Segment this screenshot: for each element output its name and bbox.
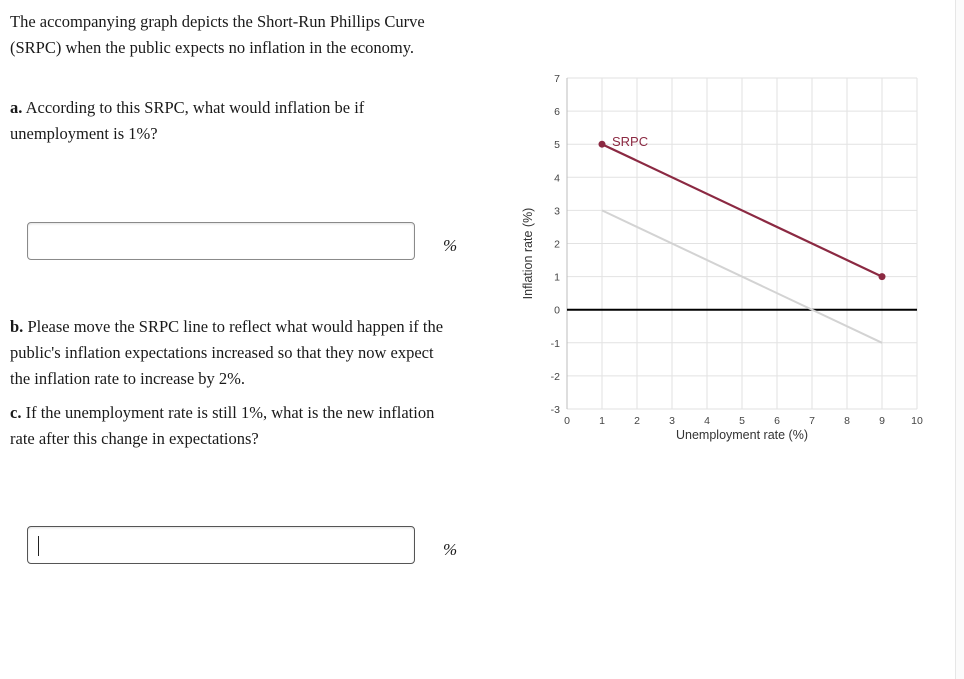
x-tick-label: 5 xyxy=(739,415,745,427)
y-tick-label: 2 xyxy=(554,238,560,251)
answer-c-input[interactable] xyxy=(27,526,415,564)
y-tick-label: 4 xyxy=(554,172,560,185)
x-tick-label: 3 xyxy=(669,415,675,427)
question-c xyxy=(10,400,450,452)
x-tick-label: 8 xyxy=(844,415,850,427)
x-tick-label: 7 xyxy=(809,415,815,427)
question-c-text: If the unemployment rate is still 1%, what is the new inflation rate after this change in expectations? xyxy=(10,403,435,448)
x-tick-label: 1 xyxy=(599,415,605,427)
x-tick-label: 9 xyxy=(879,415,885,427)
question-a-label: a. xyxy=(10,98,23,117)
y-tick-label: 3 xyxy=(554,205,560,218)
answer-a-input[interactable] xyxy=(27,222,415,260)
x-axis-title: Unemployment rate (%) xyxy=(676,428,808,442)
answer-a-unit: % xyxy=(443,236,458,255)
question-c-label: c. xyxy=(10,403,22,422)
y-tick-label: 1 xyxy=(554,271,560,284)
question-b-label: b. xyxy=(10,317,24,336)
text-cursor xyxy=(38,536,39,556)
question-a xyxy=(10,95,450,147)
question-b-text: Please move the SRPC line to reflect what would happen if the public's inflation expectations increased so that they now expect the inflation rate to increase by 2%. xyxy=(10,317,444,388)
intro-text: The accompanying graph depicts the Short-Run Phillips Curve (SRPC) when the public expects no inflation in the economy. xyxy=(10,12,425,57)
srpc-endpoint-handle[interactable] xyxy=(599,141,606,148)
x-tick-label: 0 xyxy=(564,415,570,427)
question-a-text: According to this SRPC, what would inflation be if unemployment is 1%? xyxy=(10,98,365,143)
y-tick-label: -3 xyxy=(550,404,560,416)
x-tick-label: 2 xyxy=(634,415,640,427)
question-b xyxy=(10,314,450,392)
x-tick-label: 10 xyxy=(911,415,923,427)
y-tick-label: 5 xyxy=(554,139,560,152)
y-tick-label: 6 xyxy=(554,106,560,119)
x-tick-label: 6 xyxy=(774,415,780,427)
answer-c-unit: % xyxy=(443,540,458,559)
y-axis-title: Inflation rate (%) xyxy=(521,207,535,300)
srpc-series-label: SRPC xyxy=(612,134,649,150)
y-tick-label: -1 xyxy=(550,337,560,350)
page-right-edge xyxy=(955,0,964,679)
x-tick-label: 4 xyxy=(704,415,710,427)
y-tick-label: 7 xyxy=(554,73,560,85)
srpc-endpoint-handle[interactable] xyxy=(879,273,886,280)
y-tick-label: -2 xyxy=(550,370,560,383)
y-tick-label: 0 xyxy=(554,304,560,317)
phillips-curve-chart[interactable] xyxy=(515,60,935,455)
